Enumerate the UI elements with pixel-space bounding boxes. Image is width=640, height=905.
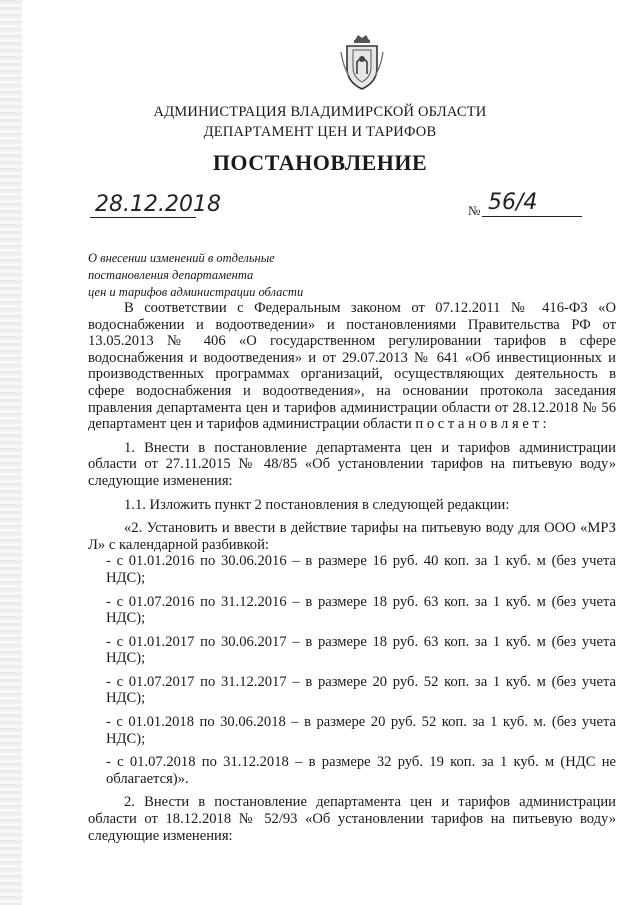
subject-line: цен и тарифов администрации области — [88, 285, 304, 299]
document-title: ПОСТАНОВЛЕНИЕ — [212, 150, 428, 175]
tariff-item: - с 01.01.2016 по 30.06.2016 – в размере 16 руб. 40 коп. за 1 куб. м (без учета НДС); — [106, 553, 616, 586]
document-number: 56/4 — [488, 190, 538, 215]
point-2-intro-paragraph: «2. Установить и ввести в действие тарифы на питьевую воду для ООО «МРЗ Л» с календарной разбивкой: — [88, 520, 616, 553]
document-body — [88, 300, 616, 844]
point-1-paragraph: 1. Внести в постановление департамента цен и тарифов администрации области от 27.11.2015 № 48/85 «Об установлении тарифов на питьевую воду» следующие изменения: — [88, 439, 616, 489]
department-name: ДЕПАРТАМЕНТ ЦЕН И ТАРИФОВ — [203, 124, 437, 140]
point-2-paragraph: 2. Внести в постановление департамента цен и тарифов администрации области от 18.12.2018 № 52/93 «Об установлении тарифов на питьевую воду» следующие изменения: — [88, 794, 616, 844]
number-underline — [482, 216, 582, 217]
date-underline — [90, 217, 196, 218]
tariff-item: - с 01.07.2017 по 31.12.2017 – в размере 20 руб. 52 коп. за 1 куб. м (без учета НДС); — [106, 673, 616, 707]
subject-block — [88, 250, 348, 301]
tariff-item: - с 01.07.2018 по 31.12.2018 – в размере 32 руб. 19 коп. за 1 куб. м (НДС не облагается)». — [106, 754, 616, 787]
point-1-1-paragraph: 1.1. Изложить пункт 2 постановления в следующей редакции: — [124, 496, 510, 513]
subject-line: постановления департамента — [88, 268, 254, 282]
subject-line: О внесении изменений в отдельные — [88, 251, 275, 265]
document-date: 28.12.2018 — [95, 192, 221, 217]
tariff-item: - с 01.01.2017 по 30.06.2017 – в размере 18 руб. 63 коп. за 1 куб. м (без учета НДС); — [106, 633, 616, 667]
number-label: № — [468, 203, 481, 218]
coat-of-arms-emblem — [337, 32, 387, 92]
org-name: АДМИНИСТРАЦИЯ ВЛАДИМИРСКОЙ ОБЛАСТИ — [153, 104, 487, 120]
preamble-paragraph: В соответствии с Федеральным законом от 07.12.2011 № 416-ФЗ «О водоснабжении и водоотведении» и постановлениями Правительства РФ от 13.05.2013 № 406 «О государственном регулировании тарифов в сфере водоснабжения и водоотведения» и от 29.07.2013 № 641 «Об инвестиционных и производственных программах организаций, осуществляющих деятельность в сфере водоснабжения и водоотведения», на основании протокола заседания правления департамента цен и тарифов администрации области от 28.12.2018 № 56 департамент цен и тарифов администрации области п о с т а н о в л я е т : — [88, 300, 616, 433]
tariff-item: - с 01.07.2016 по 31.12.2016 – в размере 18 руб. 63 коп. за 1 куб. м (без учета НДС); — [106, 593, 616, 627]
tariff-item: - с 01.01.2018 по 30.06.2018 – в размере 20 руб. 52 коп. за 1 куб. м. (без учета НДС); — [106, 714, 616, 747]
